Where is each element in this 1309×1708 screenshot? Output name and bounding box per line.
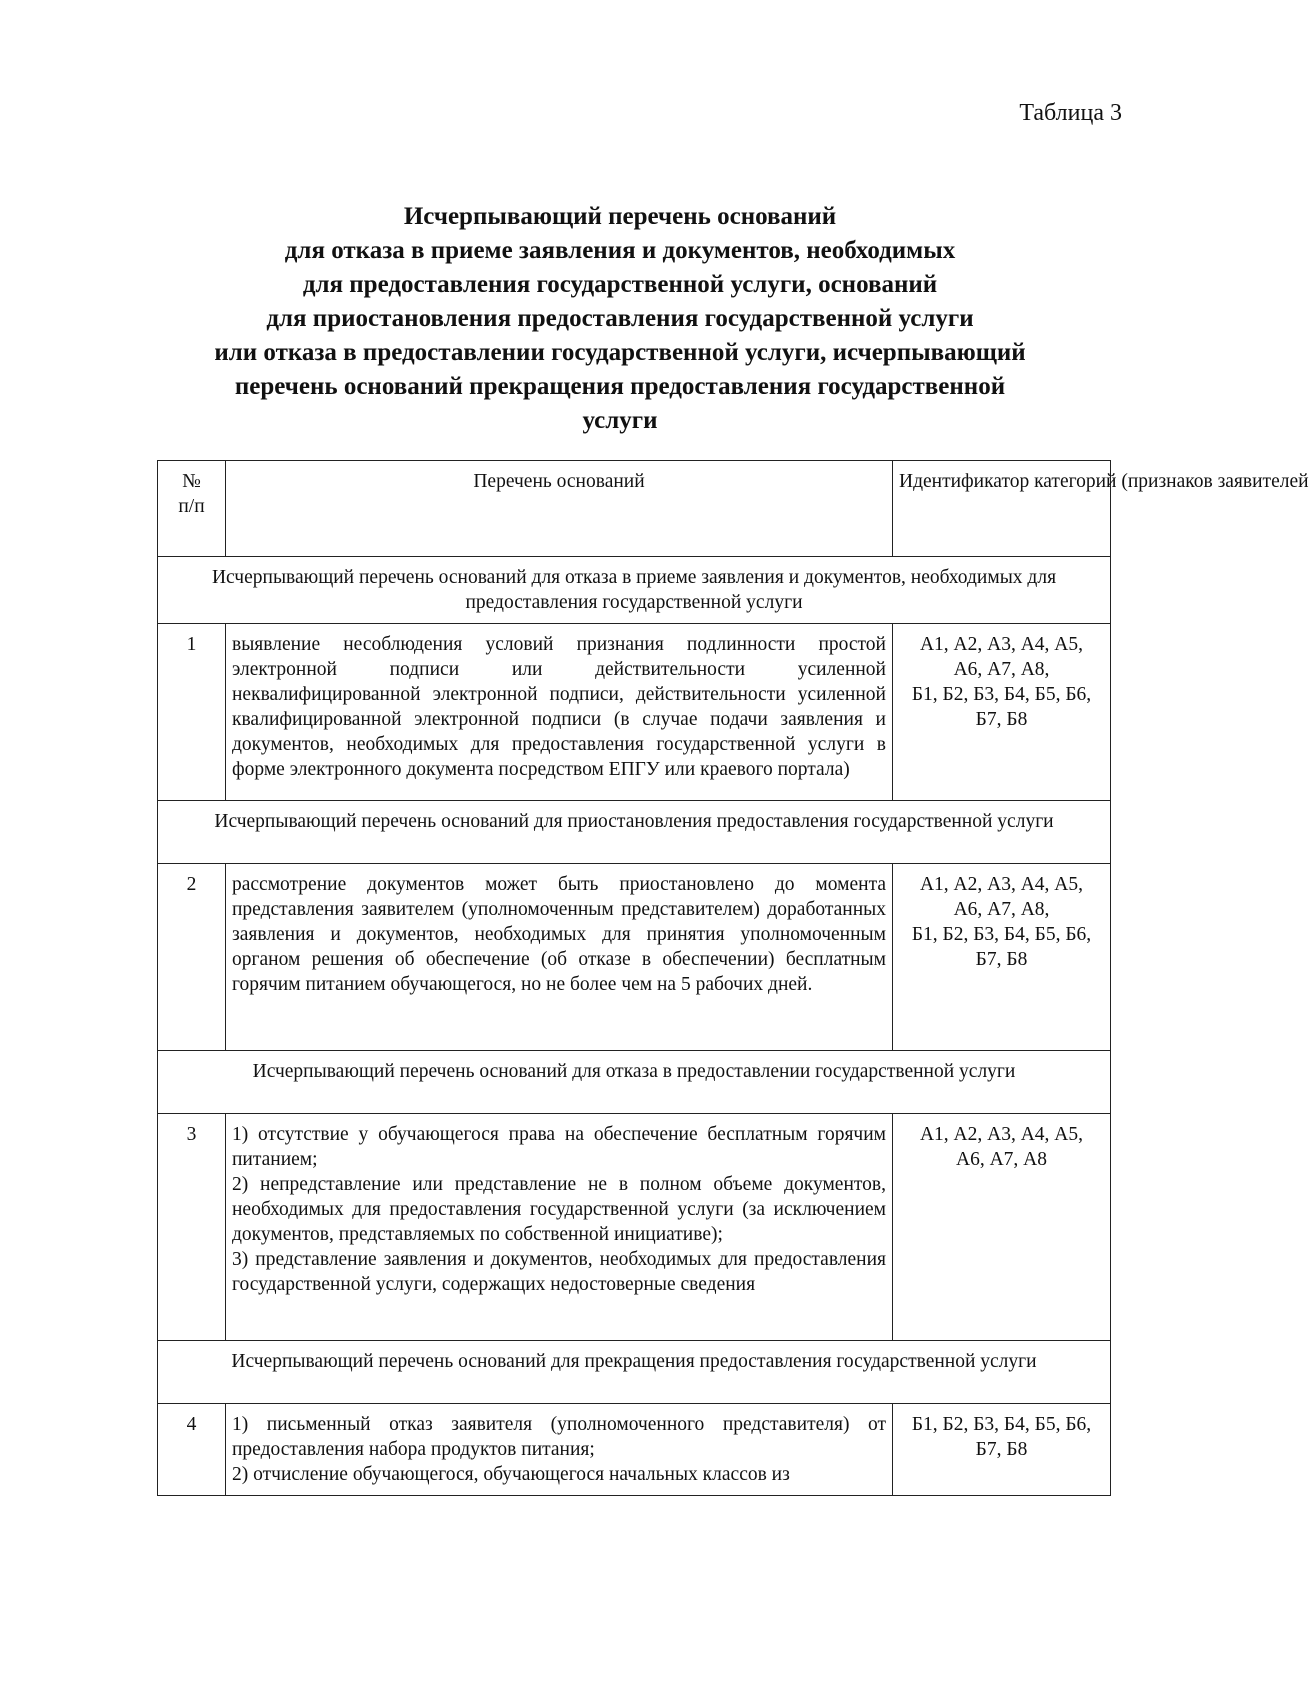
section-row xyxy=(158,801,1111,864)
title-line: услуги xyxy=(582,407,658,434)
row-basis: рассмотрение документов может быть приостановлено до момента представления заявителем (уполномоченным представителем) доработанных заявления и документов, необходимых для принятия уполномоченным органом решения об обеспечение (об отказе в обеспечении) бесплатным горячим питанием обучающегося, но не более чем на 5 рабочих дней. xyxy=(226,864,893,1051)
section-title-refusal-provision: Исчерпывающий перечень оснований для отказа в предоставлении государственной услуги xyxy=(158,1051,1111,1114)
title-line: для приостановления предоставления государственной услуги xyxy=(266,305,974,332)
header-number: № п/п xyxy=(158,461,226,557)
basis-item: 2) непредставление или представление не в полном объеме документов, необходимых для предоставления государственной услуги (за исключением документов, представляемых по собственной инициативе); xyxy=(232,1174,886,1245)
table-number-label: Таблица 3 xyxy=(1019,100,1122,126)
title-line: для отказа в приеме заявления и документов, необходимых xyxy=(284,237,956,264)
basis-item: 1) отсутствие у обучающегося права на обеспечение бесплатным горячим питанием; xyxy=(232,1124,886,1170)
row-basis xyxy=(226,1404,893,1496)
title-line: перечень оснований прекращения предоставления государственной xyxy=(234,373,1006,400)
document-title xyxy=(140,200,1100,438)
title-line: или отказа в предоставлении государственной услуги, исчерпывающий xyxy=(214,339,1026,366)
section-row xyxy=(158,1341,1111,1404)
section-title-suspension: Исчерпывающий перечень оснований для приостановления предоставления государственной услуги xyxy=(158,801,1111,864)
section-title-termination: Исчерпывающий перечень оснований для прекращения предоставления государственной услуги xyxy=(158,1341,1111,1404)
row-number: 2 xyxy=(158,864,226,1051)
basis-item: 3) представление заявления и документов, необходимых для предоставления государственной услуги, содержащих недостоверные сведения xyxy=(232,1249,886,1295)
title-line: для предоставления государственной услуги, оснований xyxy=(302,271,938,298)
basis-item: 1) письменный отказ заявителя (уполномоченного представителя) от предоставления набора продуктов питания; xyxy=(232,1414,886,1460)
row-codes: А1, А2, А3, А4, А5, А6, А7, А8, Б1, Б2, Б3, Б4, Б5, Б6, Б7, Б8 xyxy=(893,624,1111,801)
section-row xyxy=(158,1051,1111,1114)
section-row xyxy=(158,557,1111,624)
header-basis: Перечень оснований xyxy=(226,461,893,557)
section-title-refusal-acceptance: Исчерпывающий перечень оснований для отказа в приеме заявления и документов, необходимых для предоставления государственной услуги xyxy=(158,557,1111,624)
title-line: Исчерпывающий перечень оснований xyxy=(403,203,837,230)
table-row xyxy=(158,1114,1111,1341)
row-number: 3 xyxy=(158,1114,226,1341)
table-row xyxy=(158,624,1111,801)
table-row xyxy=(158,1404,1111,1496)
row-basis xyxy=(226,1114,893,1341)
basis-item: 2) отчисление обучающегося, обучающегося начальных классов из xyxy=(232,1464,790,1485)
row-codes: А1, А2, А3, А4, А5, А6, А7, А8, Б1, Б2, Б3, Б4, Б5, Б6, Б7, Б8 xyxy=(893,864,1111,1051)
table-row xyxy=(158,864,1111,1051)
grounds-table xyxy=(157,460,1309,1496)
header-identifier: Идентификатор категорий (признаков заявителей xyxy=(893,461,1111,557)
table-header-row xyxy=(158,461,1111,557)
row-number: 4 xyxy=(158,1404,226,1496)
row-basis: выявление несоблюдения условий признания подлинности простой электронной подписи или действительности усиленной неквалифицированной электронной подписи, действительности усиленной квалифицированной электронной подписи (в случае подачи заявления и документов, необходимых для предоставления государственной услуги в форме электронного документа посредством ЕПГУ или краевого портала) xyxy=(226,624,893,801)
row-codes: Б1, Б2, Б3, Б4, Б5, Б6, Б7, Б8 xyxy=(893,1404,1111,1496)
row-codes: А1, А2, А3, А4, А5, А6, А7, А8 xyxy=(893,1114,1111,1341)
row-number: 1 xyxy=(158,624,226,801)
